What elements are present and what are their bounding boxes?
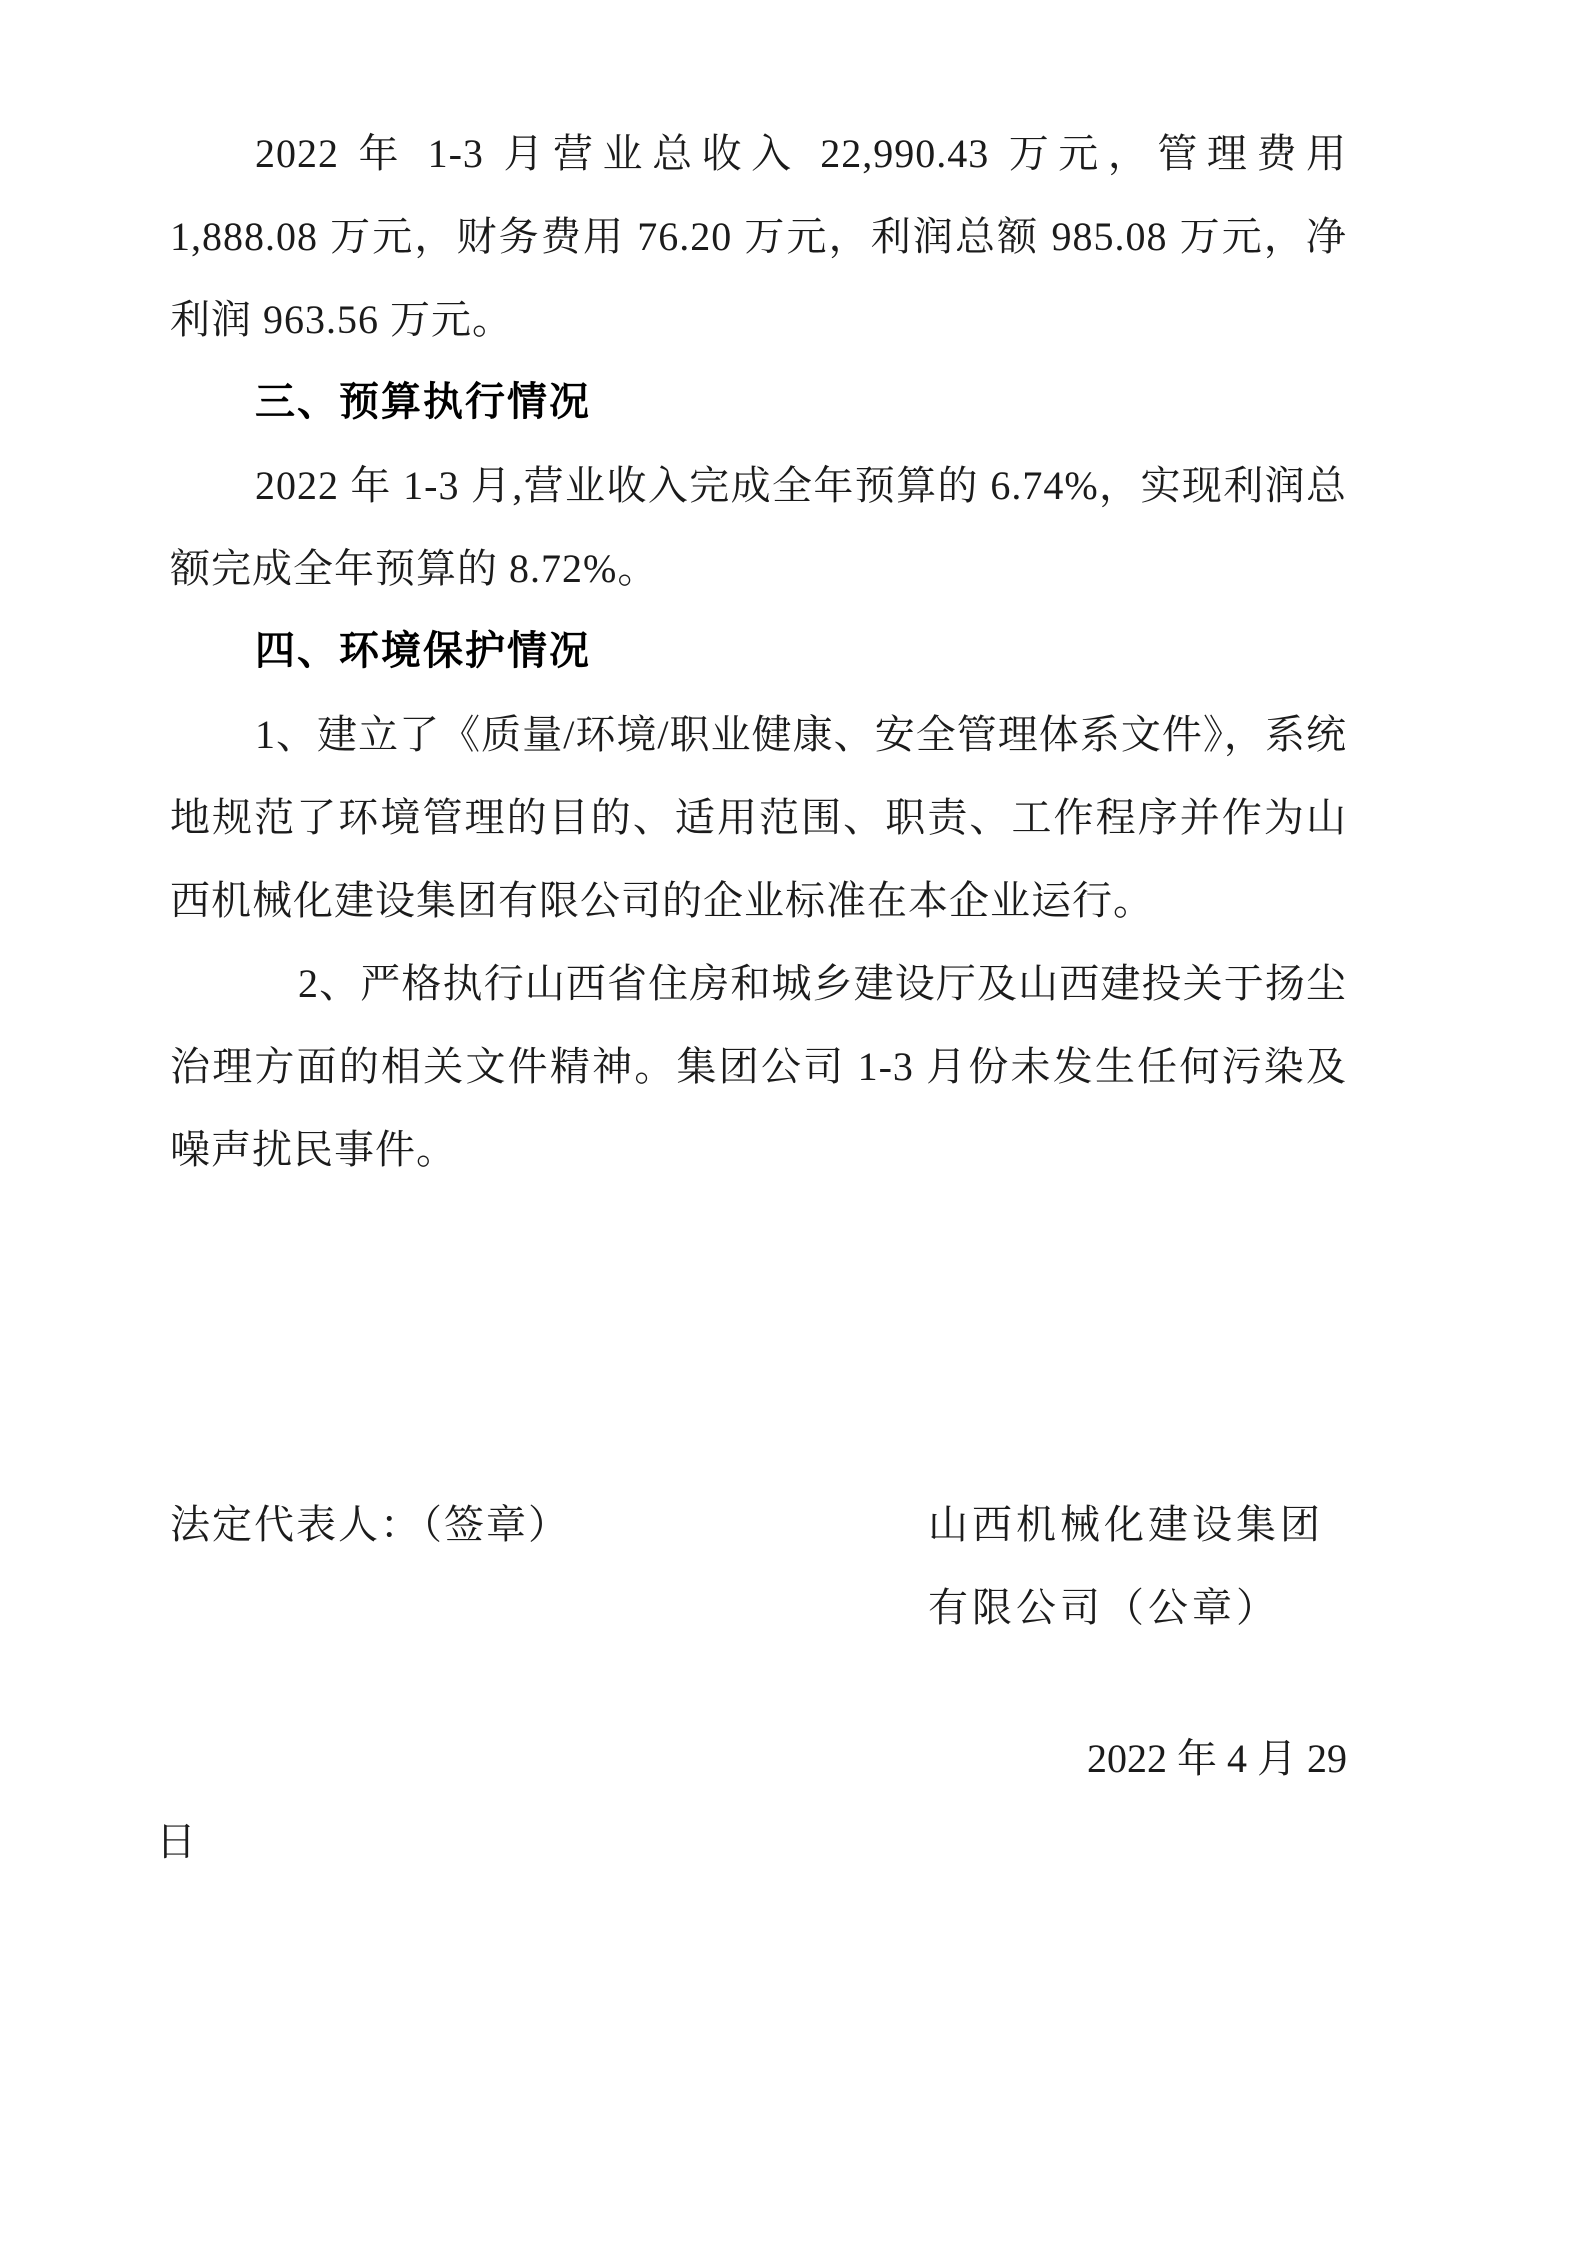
body-paragraph: 2022 年 1-3 月营业总收入 22,990.43 万元，管理费用 1,888.08 万元，财务费用 76.20 万元，利润总额 985.08 万元，净利润 963.56 万元。 (170, 131, 1347, 342)
legal-representative-label: 法定代表人：（签章） (170, 1502, 570, 1547)
signature-block (170, 1483, 1347, 1649)
body-paragraph: 2、严格执行山西省住房和城乡建设厅及山西建投关于扬尘治理方面的相关文件精神。集团公司 1-3 月份未发生任何污染及噪声扰民事件。 (170, 961, 1347, 1172)
body-paragraph: 2022 年 1-3 月,营业收入完成全年预算的 6.74%，实现利润总额完成全年预算的 8.72%。 (170, 463, 1347, 591)
document-body (170, 112, 1347, 1191)
section-heading: 三、预算执行情况 (255, 380, 591, 424)
body-paragraph: 1、建立了《质量/环境/职业健康、安全管理体系文件》，系统地规范了环境管理的目的、适用范围、职责、工作程序并作为山西机械化建设集团有限公司的企业标准在本企业运行。 (170, 712, 1347, 923)
report-date: 2022 年 4 月 29 (1087, 1736, 1347, 1781)
company-name-line2: 有限公司（公章） (928, 1585, 1280, 1630)
section-heading: 四、环境保护情况 (255, 629, 591, 673)
company-name-line1: 山西机械化建设集团 (928, 1502, 1324, 1547)
report-date-day: 日 (156, 1819, 196, 1864)
company-seal-block (928, 1483, 1324, 1649)
